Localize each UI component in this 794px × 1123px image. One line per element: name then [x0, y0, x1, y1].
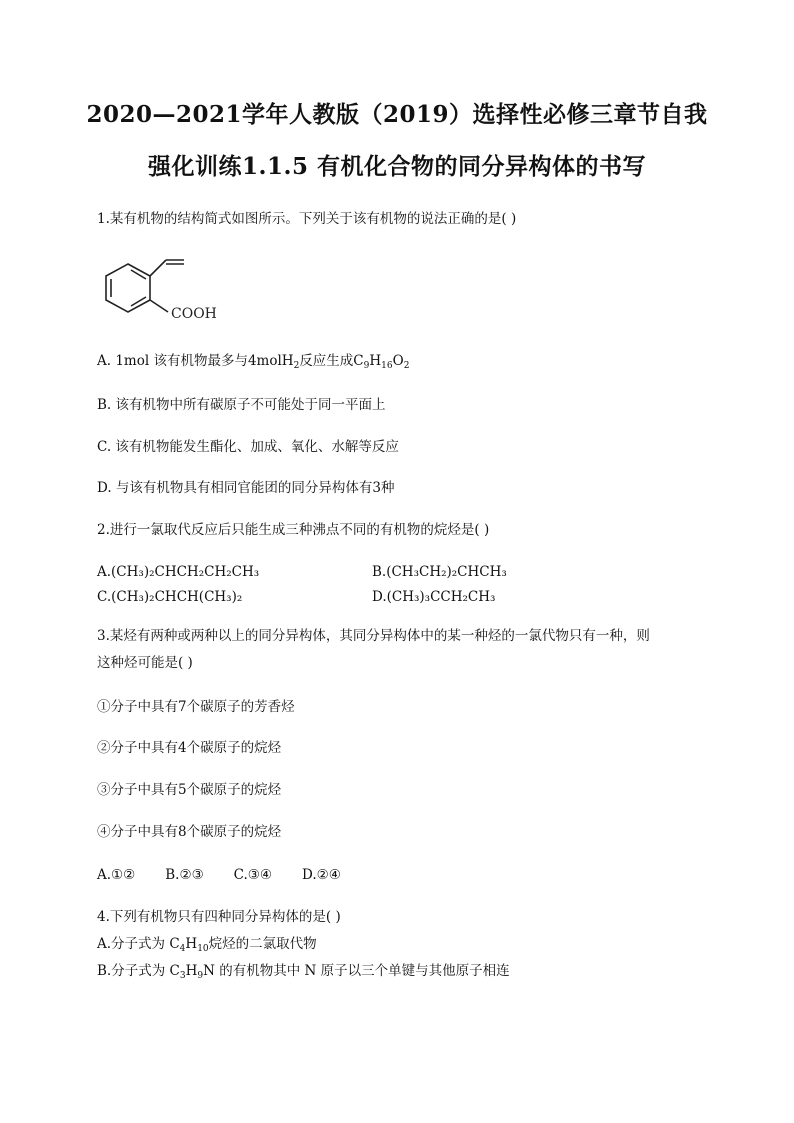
- q2-option-c: C.(CH₃)₂CHCH(CH₃)₂: [97, 589, 243, 605]
- q3-option-a: A.①②: [97, 867, 136, 883]
- q3-statement-2: ②分子中具有4个碳原子的烷烃: [97, 740, 282, 756]
- q3-option-b: B.②③: [165, 867, 204, 883]
- q3-stem-line-1: 3.某烃有两种或两种以上的同分异构体，其同分异构体中的某一种烃的一氯代物只有一种，则: [97, 628, 650, 644]
- q3-statement-1: ①分子中具有7个碳原子的芳香烃: [97, 699, 295, 715]
- q3-stem-line-2: 这种烃可能是( ): [97, 655, 193, 671]
- q1-option-c: C. 该有机物能发生酯化、加成、氧化、水解等反应: [97, 439, 399, 455]
- page-title-line-2: 强化训练1.1.5 有机化合物的同分异构体的书写: [147, 153, 647, 180]
- q2-option-b: B.(CH₃CH₂)₂CHCH₃: [372, 564, 507, 580]
- page-title-line-1: 2020—2021学年人教版（2019）选择性必修三章节自我: [86, 101, 708, 128]
- q1-option-d: D. 与该有机物具有相同官能团的同分异构体有3种: [97, 480, 395, 496]
- q4-option-b: B.分子式为 $C_3H_9N$ 的有机物其中 N 原子以三个单键与其他原子相连: [97, 963, 510, 981]
- q3-statement-4: ④分子中具有8个碳原子的烷烃: [97, 824, 282, 840]
- q3-option-c: C.③④: [233, 867, 273, 883]
- q4-option-a: A.分子式为 $C_4H_{10}$烷烃的二氯取代物: [97, 936, 317, 954]
- q1-option-a: A. 1mol 该有机物最多与4molH$_2$反应生成$C_9H_{16}O_2$: [97, 353, 410, 371]
- q2-option-a: A.(CH₃)₂CHCH₂CH₂CH₃: [97, 564, 260, 580]
- q3-statement-3: ③分子中具有5个碳原子的烷烃: [97, 782, 282, 798]
- q3-options: [97, 866, 371, 884]
- q1-stem: 1.某有机物的结构简式如图所示。下列关于该有机物的说法正确的是( ): [97, 211, 517, 227]
- q3-option-d: D.②④: [302, 867, 341, 883]
- q2-option-d: D.(CH₃)₃CCH₂CH₃: [372, 589, 496, 605]
- q2-stem: 2.进行一氯取代反应后只能生成三种沸点不同的有机物的烷烃是( ): [97, 522, 490, 538]
- cooh-label: COOH: [171, 306, 217, 322]
- q1-option-b: B. 该有机物中所有碳原子不可能处于同一平面上: [97, 397, 386, 413]
- q4-stem: 4.下列有机物只有四种同分异构体的是( ): [97, 909, 341, 925]
- styrene-carboxylic-acid-structure: [100, 252, 230, 324]
